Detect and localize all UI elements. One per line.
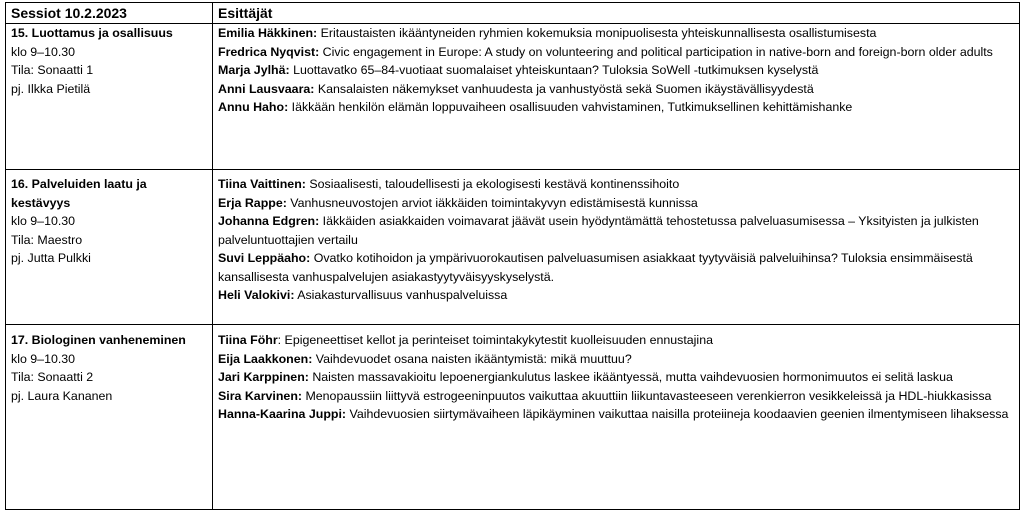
header-sessions: Sessiot 10.2.2023 xyxy=(6,3,213,24)
talk-speaker: Heli Valokivi: xyxy=(218,288,295,302)
talk-title: Civic engagement in Europe: A study on volunteering and political participation in native-born and foreign-born older adults xyxy=(319,44,993,59)
talk-speaker: Sira Karvinen: xyxy=(218,388,303,403)
session-info xyxy=(6,24,213,170)
talk-speaker: Suvi Leppäaho: xyxy=(218,251,311,265)
talk-title: Luottavatko 65–84-vuotiaat suomalaiset yhteiskuntaan? Tuloksia SoWell -tutkimuksen kyselystä xyxy=(289,63,819,77)
talk xyxy=(218,61,1013,80)
session-room: Tila: Sonaatti 2 xyxy=(11,370,94,384)
talk xyxy=(218,387,1013,406)
talk-title: Sosiaalisesti, taloudellisesti ja ekologisesti kestävä kontinenssihoito xyxy=(305,177,680,191)
session-time: klo 9–10.30 xyxy=(11,44,76,59)
session-room: Tila: Maestro xyxy=(11,232,83,247)
talk xyxy=(218,194,1013,213)
session-time: klo 9–10.30 xyxy=(11,214,76,228)
talk-title: Iäkkään henkilön elämän loppuvaiheen osallisuuden vahvistaminen, Tutkimuksellinen kehittämishanke xyxy=(288,100,853,114)
talk-speaker: Eija Laakkonen: xyxy=(218,351,313,366)
talk-title: Iäkkäiden asiakkaiden voimavarat jäävät usein hyödyntämättä tehostetussa palveluasumisessa – Yksityisten ja julkisten palveluntuottajien vertailu xyxy=(218,214,979,247)
talk-title: Vaihdevuosien siirtymävaiheen läpikäyminen vaikuttaa naisilla proteiineja koodaavien geenien ilmentymiseen lihaksessa xyxy=(346,407,1009,421)
talk-title: Asiakasturvallisuus vanhuspalveluissa xyxy=(294,288,508,302)
talk xyxy=(218,350,1013,369)
session-row xyxy=(6,170,1020,325)
header-row xyxy=(6,3,1020,24)
session-room: Tila: Sonaatti 1 xyxy=(11,63,94,77)
talk-speaker: Jari Karppinen: xyxy=(218,370,309,384)
talk xyxy=(218,331,1013,350)
talk-title: Eritaustaisten ikääntyneiden ryhmien kokemuksia monipuolisesta yhteiskunnallisesta osallistumisesta xyxy=(317,26,877,40)
talk xyxy=(218,175,1013,194)
talk-title: Vaihdevuodet osana naisten ikääntymistä: mikä muuttuu? xyxy=(312,351,632,366)
talk xyxy=(218,98,1013,117)
sessions-table xyxy=(5,2,1020,510)
session-talks xyxy=(213,24,1020,170)
talk-speaker: Tiina Föhr xyxy=(218,333,278,347)
talk-speaker: Erja Rappe: xyxy=(218,195,287,210)
session-title: 15. Luottamus ja osallisuus xyxy=(11,26,173,40)
talk-speaker: Hanna-Kaarina Juppi: xyxy=(218,407,347,421)
talk xyxy=(218,80,1013,99)
session-talks xyxy=(213,325,1020,510)
talk-speaker: Annu Haho: xyxy=(218,100,289,114)
session-chair: pj. Jutta Pulkki xyxy=(11,251,91,265)
session-chair: pj. Ilkka Pietilä xyxy=(11,81,91,96)
talk xyxy=(218,405,1013,424)
talk xyxy=(218,249,1013,286)
talk-speaker: Fredrica Nyqvist: xyxy=(218,44,320,59)
session-info xyxy=(6,325,213,510)
header-presenters: Esittäjät xyxy=(213,3,1020,24)
talk-speaker: Emilia Häkkinen: xyxy=(218,26,318,40)
session-chair: pj. Laura Kananen xyxy=(11,388,113,403)
session-talks xyxy=(213,170,1020,325)
talk xyxy=(218,24,1013,43)
talk-speaker: Tiina Vaittinen: xyxy=(218,177,306,191)
session-title: 16. Palveluiden laatu ja kestävyys xyxy=(11,177,147,210)
talk xyxy=(218,286,1013,305)
talk xyxy=(218,212,1013,249)
talk-speaker: Johanna Edgren: xyxy=(218,214,320,228)
session-info xyxy=(6,170,213,325)
talk-speaker: Anni Lausvaara: xyxy=(218,81,315,96)
talk xyxy=(218,43,1013,62)
talk-title: Kansalaisten näkemykset vanhuudesta ja vanhustyöstä sekä Suomen ikäystävällisyydestä xyxy=(314,81,814,96)
session-time: klo 9–10.30 xyxy=(11,351,76,366)
talk-title: Menopaussiin liittyvä estrogeeninpuutos vaikuttaa akuuttiin liikuntavasteeseen verenkierron vesikkeleissä ja HDL-hiukkasissa xyxy=(302,388,992,403)
session-row xyxy=(6,325,1020,510)
talk-title: Vanhusneuvostojen arviot iäkkäiden toimintakyvyn edistämisestä kunnissa xyxy=(286,195,698,210)
talk-title: Ovatko kotihoidon ja ympärivuorokautisen palveluasumisen asiakkaat tyytyväisiä palveluihinsa? Tuloksia ensimmäisestä kansallisesta vanhuspalvelujen asiakastyytyväisyyskyselystä. xyxy=(218,251,973,284)
session-title: 17. Biologinen vanheneminen xyxy=(11,333,186,347)
session-row xyxy=(6,24,1020,170)
talk-title: : Epigeneettiset kellot ja perinteiset toimintakykytestit kuolleisuuden ennustajina xyxy=(277,333,713,347)
talk-title: Naisten massavakioitu lepoenergiankulutus laskee ikääntyessä, mutta vaihdevuosien hormonimuutos ei selitä laskua xyxy=(308,370,953,384)
talk-speaker: Marja Jylhä: xyxy=(218,63,290,77)
talk xyxy=(218,368,1013,387)
